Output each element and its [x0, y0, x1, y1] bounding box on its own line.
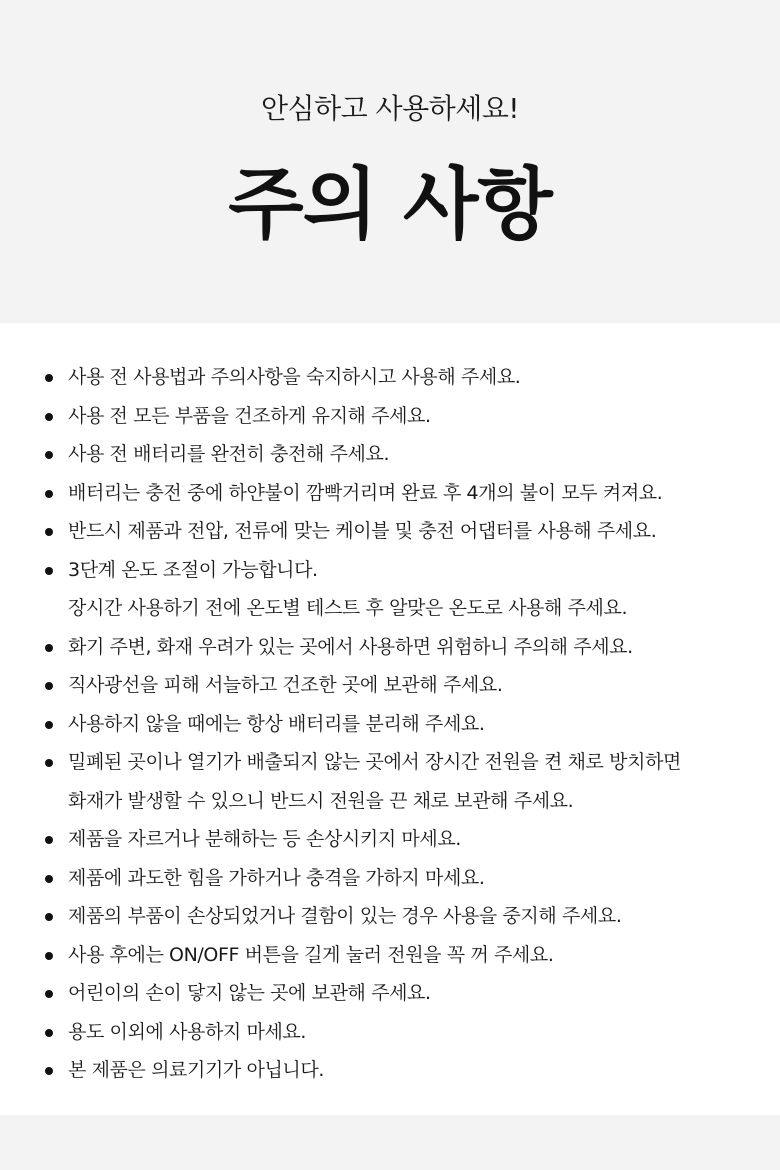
header-section: [0, 0, 780, 323]
bullet-dot-icon: [45, 759, 53, 767]
caution-item: [0, 820, 780, 859]
caution-item: [0, 435, 780, 474]
caution-item: [0, 512, 780, 551]
caution-item: [0, 1013, 780, 1052]
footer-band: [0, 1115, 780, 1170]
bullet-dot-icon: [45, 913, 53, 921]
bullet-dot-icon: [45, 567, 53, 575]
bullet-dot-icon: [45, 451, 53, 459]
caution-item: [0, 666, 780, 705]
caution-item-text: 어린이의 손이 닿지 않는 곳에 보관해 주세요.: [68, 982, 431, 1004]
caution-item: [0, 705, 780, 744]
caution-item: [0, 974, 780, 1013]
caution-item-text: 사용하지 않을 때에는 항상 배터리를 분리해 주세요.: [68, 712, 485, 735]
caution-item: [0, 628, 780, 667]
bullet-dot-icon: [45, 990, 53, 998]
bullet-dot-icon: [45, 952, 53, 960]
bullet-dot-icon: [45, 644, 53, 652]
caution-item: [0, 743, 780, 820]
caution-item: [0, 1051, 780, 1090]
bullet-dot-icon: [45, 413, 53, 421]
caution-item: [0, 859, 780, 898]
page-subtitle: 안심하고 사용하세요!: [260, 92, 520, 125]
caution-item-text: 용도 이외에 사용하지 마세요.: [68, 1020, 307, 1043]
bullet-dot-icon: [45, 721, 53, 729]
caution-item: [0, 551, 780, 628]
bullet-dot-icon: [45, 875, 53, 883]
caution-item-text: 본 제품은 의료기기가 아닙니다.: [68, 1059, 324, 1081]
caution-item-text: 사용 후에는 ON/OFF 버튼을 길게 눌러 전원을 꼭 꺼 주세요.: [68, 943, 554, 966]
bullet-dot-icon: [45, 1067, 53, 1075]
caution-item-text: 사용 전 사용법과 주의사항을 숙지하시고 사용해 주세요.: [68, 366, 521, 388]
caution-item: [0, 897, 780, 936]
caution-content: [0, 323, 780, 1115]
caution-item-text: 제품의 부품이 손상되었거나 결함이 있는 경우 사용을 중지해 주세요.: [68, 905, 622, 927]
caution-item: [0, 474, 780, 513]
caution-item-text: 사용 전 배터리를 완전히 충전해 주세요.: [68, 443, 390, 465]
bullet-dot-icon: [45, 528, 53, 536]
caution-item-text: 제품을 자르거나 분해하는 등 손상시키지 마세요.: [68, 828, 461, 850]
bullet-dot-icon: [45, 682, 53, 690]
caution-item-text: 3단계 온도 조절이 가능합니다.: [68, 558, 318, 581]
caution-item-text: 화재가 발생할 수 있으니 반드시 전원을 끈 채로 보관해 주세요.: [68, 789, 574, 812]
caution-item-text: 화기 주변, 화재 우려가 있는 곳에서 사용하면 위험하니 주의해 주세요.: [68, 635, 633, 658]
caution-item-text: 배터리는 충전 중에 하얀불이 깜빡거리며 완료 후 4개의 불이 모두 켜져요.: [68, 481, 663, 504]
caution-item-text: 밀폐된 곳이나 열기가 배출되지 않는 곳에서 장시간 전원을 켠 채로 방치하면: [68, 751, 681, 773]
caution-item: [0, 936, 780, 975]
bullet-dot-icon: [45, 374, 53, 382]
caution-item-text: 반드시 제품과 전압, 전류에 맞는 케이블 및 충전 어댑터를 사용해 주세요.: [68, 520, 657, 542]
caution-item: [0, 397, 780, 436]
caution-list: [0, 358, 780, 1090]
bullet-dot-icon: [45, 490, 53, 498]
bullet-dot-icon: [45, 1029, 53, 1037]
caution-item: [0, 358, 780, 397]
caution-item-text: 사용 전 모든 부품을 건조하게 유지해 주세요.: [68, 404, 431, 427]
caution-item-text: 장시간 사용하기 전에 온도별 테스트 후 알맞은 온도로 사용해 주세요.: [68, 597, 628, 619]
page-title: 주의 사항: [228, 160, 552, 250]
bullet-dot-icon: [45, 836, 53, 844]
caution-item-text: 직사광선을 피해 서늘하고 건조한 곳에 보관해 주세요.: [68, 674, 503, 696]
caution-item-text: 제품에 과도한 힘을 가하거나 충격을 가하지 마세요.: [68, 866, 485, 889]
